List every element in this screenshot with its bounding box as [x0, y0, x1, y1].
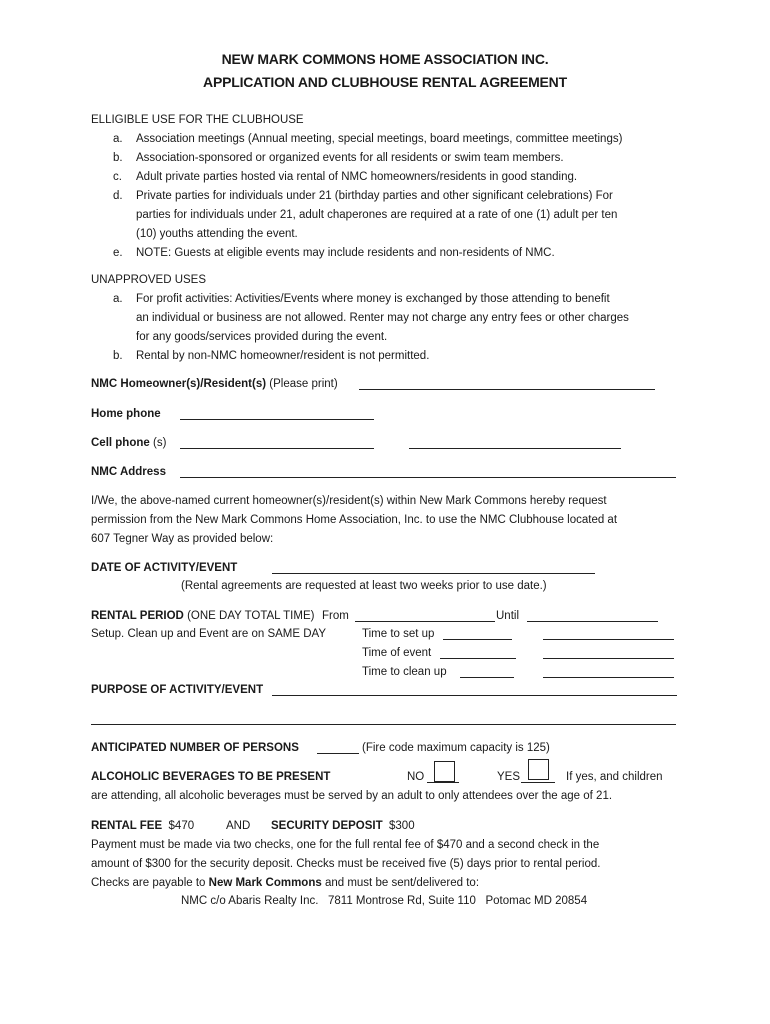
- document-title: NEW MARK COMMONS HOME ASSOCIATION INC.: [221, 51, 549, 67]
- unapproved-list: [91, 290, 691, 366]
- payment-line-1: Payment must be made via two checks, one for the full rental fee of $470 and a second check in the: [91, 839, 600, 851]
- cell-phone-field-1[interactable]: [180, 435, 374, 449]
- eligible-heading: ELLIGIBLE USE FOR THE CLUBHOUSE: [91, 114, 304, 126]
- payee-name: New Mark Commons: [208, 877, 322, 889]
- time-event-label: Time of event: [362, 647, 432, 659]
- time-cleanup-field[interactable]: [460, 664, 514, 678]
- alcohol-yes-line: [521, 769, 555, 783]
- alcohol-note-cont: are attending, all alcoholic beverages must be served by an adult to only attendees over the age of 21.: [91, 790, 613, 802]
- cell-phone-suffix: (s): [152, 437, 167, 449]
- list-item: e. NOTE: Guests at eligible events may include residents and non-residents of NMC.: [113, 247, 555, 259]
- rental-fee-label: RENTAL FEE: [91, 820, 163, 832]
- date-field[interactable]: [272, 560, 595, 574]
- date-note: (Rental agreements are requested at least two weeks prior to use date.): [181, 580, 547, 592]
- purpose-field-2[interactable]: [91, 711, 676, 725]
- list-item: d. Private parties for individuals under 21 (birthday parties and other significant celebrations) For parties for individuals under 21, adult chaperones are required at a rate of one (1) adult per ten (10) youths attending the event.: [113, 190, 618, 240]
- list-item: b. Rental by non-NMC homeowner/resident is not permitted.: [113, 350, 430, 362]
- persons-label: ANTICIPATED NUMBER OF PERSONS: [91, 742, 299, 754]
- alcohol-label: ALCOHOLIC BEVERAGES TO BE PRESENT: [91, 771, 331, 783]
- fees-row: [91, 817, 194, 836]
- home-phone-field[interactable]: [180, 406, 374, 420]
- request-paragraph: I/We, the above-named current homeowner(s)/resident(s) within New Mark Commons hereby request permission from the New Mark Commons Home Association, Inc. to use the NMC Clubhouse located at 607 Tegner Way as provided below:: [91, 495, 618, 545]
- mailing-address: NMC c/o Abaris Realty Inc. 7811 Montrose Rd, Suite 110 Potomac MD 20854: [181, 895, 588, 907]
- rental-period-label: RENTAL PERIOD: [91, 610, 184, 622]
- time-cleanup-value-field[interactable]: [543, 664, 674, 678]
- list-item: b. Association-sponsored or organized events for all residents or swim team members.: [113, 152, 564, 164]
- eligible-list: [91, 130, 691, 263]
- payment-line-2: amount of $300 for the security deposit. Checks must be received five (5) days prior to rental period.: [91, 858, 601, 870]
- alcohol-no-label: NO: [407, 771, 425, 783]
- time-event-field[interactable]: [440, 645, 516, 659]
- address-field[interactable]: [180, 464, 676, 478]
- homeowner-field[interactable]: [359, 376, 655, 390]
- unapproved-heading: UNAPPROVED USES: [91, 274, 207, 286]
- and-label: AND: [226, 820, 251, 832]
- until-label: Until: [496, 610, 520, 622]
- payable-line: Checks are payable to New Mark Commons and must be sent/delivered to:: [91, 877, 480, 889]
- list-item: a. Association meetings (Annual meeting, special meetings, board meetings, committee meetings): [113, 133, 623, 145]
- address-label: NMC Address: [91, 466, 166, 478]
- persons-field[interactable]: [317, 740, 359, 754]
- from-label: From: [322, 610, 349, 622]
- deposit-row: [271, 817, 415, 836]
- list-item: c. Adult private parties hosted via rental of NMC homeowners/residents in good standing.: [113, 171, 578, 183]
- cell-phone-row: [91, 434, 166, 453]
- alcohol-no-line: [427, 769, 459, 783]
- homeowner-row: [91, 375, 338, 394]
- cell-phone-label: Cell phone: [91, 437, 150, 449]
- document-subtitle: APPLICATION AND CLUBHOUSE RENTAL AGREEMENT: [203, 74, 567, 90]
- date-label: DATE OF ACTIVITY/EVENT: [91, 562, 238, 574]
- homeowner-label: NMC Homeowner(s)/Resident(s): [91, 378, 267, 390]
- rental-fee-value: $470: [168, 820, 195, 832]
- home-phone-label: Home phone: [91, 408, 161, 420]
- until-field[interactable]: [527, 608, 658, 622]
- time-setup-field[interactable]: [443, 626, 512, 640]
- deposit-label: SECURITY DEPOSIT: [271, 820, 383, 832]
- persons-note: (Fire code maximum capacity is 125): [362, 742, 550, 754]
- time-cleanup-label: Time to clean up: [362, 666, 447, 678]
- from-field[interactable]: [355, 608, 495, 622]
- cell-phone-field-2[interactable]: [409, 435, 621, 449]
- setup-note: Setup. Clean up and Event are on SAME DAY: [91, 628, 327, 640]
- purpose-field[interactable]: [272, 682, 677, 696]
- time-setup-value-field[interactable]: [543, 626, 674, 640]
- purpose-label: PURPOSE OF ACTIVITY/EVENT: [91, 684, 264, 696]
- rental-period-sublabel: (ONE DAY TOTAL TIME): [187, 610, 315, 622]
- alcohol-yes-label: YES: [497, 771, 521, 783]
- deposit-value: $300: [389, 820, 415, 832]
- rental-period-row: [91, 607, 314, 626]
- alcohol-note: If yes, and children: [566, 771, 663, 783]
- homeowner-hint: (Please print): [269, 378, 338, 390]
- time-event-value-field[interactable]: [543, 645, 674, 659]
- time-setup-label: Time to set up: [362, 628, 435, 640]
- list-item: a. For profit activities: Activities/Events where money is exchanged by those attending to benefit an individual or business are not allowed. Renter may not charge any entry fees or other charges for any goods/services provided during the event.: [113, 293, 629, 343]
